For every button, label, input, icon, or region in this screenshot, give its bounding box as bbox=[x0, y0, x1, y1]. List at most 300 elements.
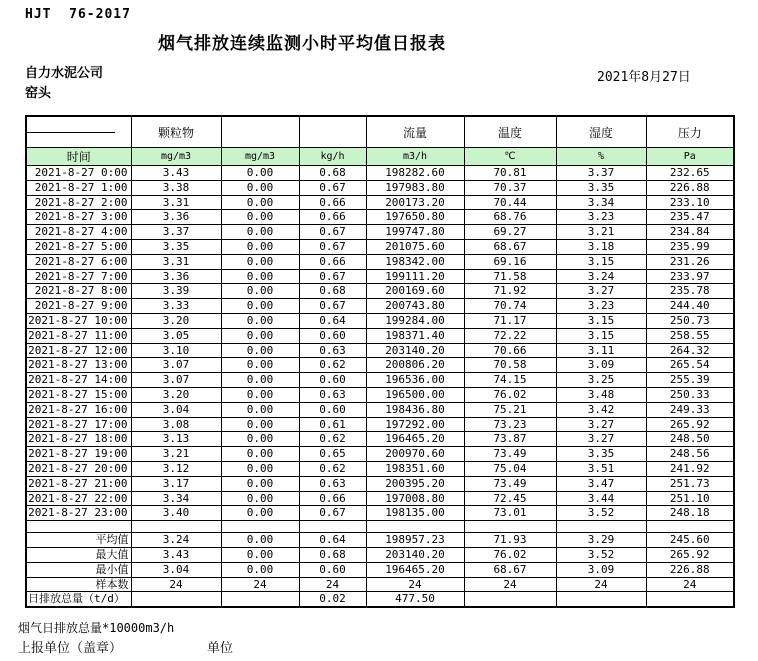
divider bbox=[26, 132, 115, 133]
time-group-header bbox=[26, 116, 131, 148]
summary-value bbox=[131, 592, 221, 607]
summary-value: 245.60 bbox=[646, 533, 734, 548]
value-cell: 203140.20 bbox=[366, 343, 464, 358]
value-cell: 226.88 bbox=[646, 180, 734, 195]
summary-value: 0.00 bbox=[221, 533, 299, 548]
value-cell: 74.15 bbox=[464, 373, 556, 388]
flow-header: 流量 bbox=[366, 116, 464, 148]
value-cell: 3.42 bbox=[556, 402, 646, 417]
value-cell: 69.27 bbox=[464, 225, 556, 240]
summary-value: 3.04 bbox=[131, 562, 221, 577]
time-cell: 2021-8-27 20:00 bbox=[26, 461, 131, 476]
empty-cell bbox=[131, 521, 221, 533]
time-cell: 2021-8-27 6:00 bbox=[26, 254, 131, 269]
value-cell: 250.73 bbox=[646, 313, 734, 328]
value-cell: 196465.20 bbox=[366, 432, 464, 447]
monitor-location: 窑头 bbox=[25, 86, 52, 101]
value-cell: 250.33 bbox=[646, 387, 734, 402]
summary-value: 196465.20 bbox=[366, 562, 464, 577]
summary-value bbox=[464, 592, 556, 607]
value-cell: 199111.20 bbox=[366, 269, 464, 284]
value-cell: 0.63 bbox=[299, 476, 366, 491]
value-cell: 3.18 bbox=[556, 239, 646, 254]
value-cell: 251.10 bbox=[646, 491, 734, 506]
table-row bbox=[26, 373, 734, 388]
value-cell: 0.00 bbox=[221, 328, 299, 343]
time-cell: 2021-8-27 23:00 bbox=[26, 506, 131, 521]
value-cell: 3.44 bbox=[556, 491, 646, 506]
table-row bbox=[26, 195, 734, 210]
value-cell: 3.15 bbox=[556, 328, 646, 343]
value-cell: 3.08 bbox=[131, 417, 221, 432]
value-cell: 68.76 bbox=[464, 210, 556, 225]
company-name: 自力水泥公司 bbox=[25, 66, 104, 81]
summary-value: 3.52 bbox=[556, 547, 646, 562]
value-cell: 233.97 bbox=[646, 269, 734, 284]
pressure-header: 压力 bbox=[646, 116, 734, 148]
value-cell: 197650.80 bbox=[366, 210, 464, 225]
value-cell: 3.09 bbox=[556, 358, 646, 373]
summary-value bbox=[556, 592, 646, 607]
value-cell: 3.12 bbox=[131, 461, 221, 476]
value-cell: 0.00 bbox=[221, 432, 299, 447]
summary-row bbox=[26, 577, 734, 592]
value-cell: 73.49 bbox=[464, 476, 556, 491]
value-cell: 200743.80 bbox=[366, 299, 464, 314]
value-cell: 198351.60 bbox=[366, 461, 464, 476]
time-cell: 2021-8-27 15:00 bbox=[26, 387, 131, 402]
value-cell: 3.07 bbox=[131, 358, 221, 373]
value-cell: 196536.00 bbox=[366, 373, 464, 388]
summary-row bbox=[26, 547, 734, 562]
time-cell: 2021-8-27 12:00 bbox=[26, 343, 131, 358]
value-cell: 3.21 bbox=[131, 447, 221, 462]
value-cell: 0.60 bbox=[299, 373, 366, 388]
table-row bbox=[26, 299, 734, 314]
value-cell: 3.38 bbox=[131, 180, 221, 195]
value-cell: 3.07 bbox=[131, 373, 221, 388]
value-cell: 3.31 bbox=[131, 254, 221, 269]
value-cell: 201075.60 bbox=[366, 239, 464, 254]
value-cell: 0.62 bbox=[299, 358, 366, 373]
table-row bbox=[26, 166, 734, 181]
value-cell: 73.49 bbox=[464, 447, 556, 462]
value-cell: 251.73 bbox=[646, 476, 734, 491]
empty-cell bbox=[299, 521, 366, 533]
value-cell: 0.00 bbox=[221, 299, 299, 314]
summary-label: 最小值 bbox=[26, 562, 131, 577]
value-cell: 3.33 bbox=[131, 299, 221, 314]
summary-value: 3.43 bbox=[131, 547, 221, 562]
empty-cell bbox=[646, 521, 734, 533]
value-cell: 70.66 bbox=[464, 343, 556, 358]
value-cell: 72.45 bbox=[464, 491, 556, 506]
summary-value: 24 bbox=[464, 577, 556, 592]
unit-header-row bbox=[26, 148, 734, 166]
value-cell: 3.20 bbox=[131, 313, 221, 328]
value-cell: 3.39 bbox=[131, 284, 221, 299]
value-cell: 3.15 bbox=[556, 313, 646, 328]
value-cell: 0.00 bbox=[221, 313, 299, 328]
value-cell: 71.17 bbox=[464, 313, 556, 328]
value-cell: 0.66 bbox=[299, 210, 366, 225]
value-cell: 0.66 bbox=[299, 491, 366, 506]
summary-value: 265.92 bbox=[646, 547, 734, 562]
unit-percent: % bbox=[556, 148, 646, 166]
table-row bbox=[26, 210, 734, 225]
value-cell: 70.74 bbox=[464, 299, 556, 314]
table-row bbox=[26, 447, 734, 462]
empty-cell bbox=[221, 521, 299, 533]
value-cell: 0.00 bbox=[221, 373, 299, 388]
time-cell: 2021-8-27 1:00 bbox=[26, 180, 131, 195]
time-cell: 2021-8-27 21:00 bbox=[26, 476, 131, 491]
summary-rows bbox=[26, 533, 734, 607]
value-cell: 3.47 bbox=[556, 476, 646, 491]
value-cell: 3.24 bbox=[556, 269, 646, 284]
report-date: 2021年8月27日 bbox=[597, 70, 691, 85]
value-cell: 0.62 bbox=[299, 432, 366, 447]
value-cell: 0.00 bbox=[221, 180, 299, 195]
report-table bbox=[25, 115, 735, 608]
unit-celsius: ℃ bbox=[464, 148, 556, 166]
value-cell: 3.36 bbox=[131, 210, 221, 225]
flow-total-note: 烟气日排放总量*10000m3/h bbox=[18, 621, 175, 635]
empty-cell bbox=[366, 521, 464, 533]
summary-label: 日排放总量（t/d） bbox=[26, 592, 131, 607]
value-cell: 3.04 bbox=[131, 402, 221, 417]
value-cell: 200169.60 bbox=[366, 284, 464, 299]
value-cell: 197008.80 bbox=[366, 491, 464, 506]
value-cell: 0.67 bbox=[299, 269, 366, 284]
value-cell: 3.27 bbox=[556, 432, 646, 447]
value-cell: 0.00 bbox=[221, 195, 299, 210]
value-cell: 200395.20 bbox=[366, 476, 464, 491]
empty-cell bbox=[464, 521, 556, 533]
value-cell: 244.40 bbox=[646, 299, 734, 314]
time-cell: 2021-8-27 8:00 bbox=[26, 284, 131, 299]
value-cell: 0.00 bbox=[221, 476, 299, 491]
value-cell: 76.02 bbox=[464, 387, 556, 402]
table-row bbox=[26, 476, 734, 491]
summary-value: 0.02 bbox=[299, 592, 366, 607]
value-cell: 198371.40 bbox=[366, 328, 464, 343]
value-cell: 3.17 bbox=[131, 476, 221, 491]
value-cell: 68.67 bbox=[464, 239, 556, 254]
value-cell: 3.37 bbox=[131, 225, 221, 240]
value-cell: 3.40 bbox=[131, 506, 221, 521]
summary-label: 最大值 bbox=[26, 547, 131, 562]
summary-value: 76.02 bbox=[464, 547, 556, 562]
value-cell: 72.22 bbox=[464, 328, 556, 343]
empty-cell bbox=[556, 521, 646, 533]
table-row bbox=[26, 343, 734, 358]
table-row bbox=[26, 269, 734, 284]
value-cell: 199747.80 bbox=[366, 225, 464, 240]
time-cell: 2021-8-27 22:00 bbox=[26, 491, 131, 506]
value-cell: 0.00 bbox=[221, 358, 299, 373]
value-cell: 248.50 bbox=[646, 432, 734, 447]
value-cell: 0.00 bbox=[221, 284, 299, 299]
value-cell: 0.00 bbox=[221, 491, 299, 506]
particulate-header: 颗粒物 bbox=[131, 116, 221, 148]
value-cell: 0.67 bbox=[299, 180, 366, 195]
summary-value: 0.60 bbox=[299, 562, 366, 577]
time-cell: 2021-8-27 7:00 bbox=[26, 269, 131, 284]
value-cell: 249.33 bbox=[646, 402, 734, 417]
summary-value: 24 bbox=[131, 577, 221, 592]
unit-mg-m3: mg/m3 bbox=[221, 148, 299, 166]
value-cell: 0.00 bbox=[221, 417, 299, 432]
summary-value: 0.00 bbox=[221, 562, 299, 577]
value-cell: 0.60 bbox=[299, 328, 366, 343]
temperature-header: 温度 bbox=[464, 116, 556, 148]
table-row bbox=[26, 432, 734, 447]
table-row bbox=[26, 328, 734, 343]
value-cell: 3.23 bbox=[556, 299, 646, 314]
time-cell: 2021-8-27 18:00 bbox=[26, 432, 131, 447]
value-cell: 0.00 bbox=[221, 461, 299, 476]
standard-code: HJT 76-2017 bbox=[25, 7, 131, 22]
value-cell: 73.87 bbox=[464, 432, 556, 447]
summary-value: 0.00 bbox=[221, 547, 299, 562]
value-cell: 3.23 bbox=[556, 210, 646, 225]
time-cell: 2021-8-27 9:00 bbox=[26, 299, 131, 314]
summary-value: 203140.20 bbox=[366, 547, 464, 562]
value-cell: 0.68 bbox=[299, 166, 366, 181]
value-cell: 0.67 bbox=[299, 299, 366, 314]
summary-row bbox=[26, 592, 734, 607]
value-cell: 75.04 bbox=[464, 461, 556, 476]
summary-value: 0.68 bbox=[299, 547, 366, 562]
value-cell: 3.34 bbox=[556, 195, 646, 210]
value-cell: 3.13 bbox=[131, 432, 221, 447]
value-cell: 198342.00 bbox=[366, 254, 464, 269]
value-cell: 197983.80 bbox=[366, 180, 464, 195]
summary-row bbox=[26, 562, 734, 577]
table-row bbox=[26, 225, 734, 240]
table-row bbox=[26, 284, 734, 299]
value-cell: 0.00 bbox=[221, 506, 299, 521]
summary-value: 226.88 bbox=[646, 562, 734, 577]
table-row bbox=[26, 402, 734, 417]
value-cell: 3.05 bbox=[131, 328, 221, 343]
time-cell: 2021-8-27 2:00 bbox=[26, 195, 131, 210]
summary-value: 71.93 bbox=[464, 533, 556, 548]
value-cell: 70.44 bbox=[464, 195, 556, 210]
time-header: 时间 bbox=[26, 148, 131, 166]
value-cell: 0.00 bbox=[221, 225, 299, 240]
unit-m3-h: m3/h bbox=[366, 148, 464, 166]
value-cell: 197292.00 bbox=[366, 417, 464, 432]
time-cell: 2021-8-27 0:00 bbox=[26, 166, 131, 181]
report-unit-label: 上报单位（盖章） bbox=[18, 641, 123, 656]
value-cell: 265.92 bbox=[646, 417, 734, 432]
summary-value: 198957.23 bbox=[366, 533, 464, 548]
value-cell: 3.21 bbox=[556, 225, 646, 240]
value-cell: 0.00 bbox=[221, 210, 299, 225]
value-cell: 70.37 bbox=[464, 180, 556, 195]
summary-value bbox=[221, 592, 299, 607]
time-cell: 2021-8-27 13:00 bbox=[26, 358, 131, 373]
value-cell: 3.20 bbox=[131, 387, 221, 402]
value-cell: 264.32 bbox=[646, 343, 734, 358]
time-cell: 2021-8-27 19:00 bbox=[26, 447, 131, 462]
value-cell: 0.00 bbox=[221, 254, 299, 269]
value-cell: 0.00 bbox=[221, 387, 299, 402]
value-cell: 73.23 bbox=[464, 417, 556, 432]
unit-mg-m3: mg/m3 bbox=[131, 148, 221, 166]
table-row bbox=[26, 313, 734, 328]
summary-value: 0.64 bbox=[299, 533, 366, 548]
value-cell: 0.67 bbox=[299, 506, 366, 521]
value-cell: 0.00 bbox=[221, 447, 299, 462]
summary-value: 3.29 bbox=[556, 533, 646, 548]
time-cell: 2021-8-27 10:00 bbox=[26, 313, 131, 328]
table-row bbox=[26, 254, 734, 269]
value-cell: 0.00 bbox=[221, 402, 299, 417]
value-cell: 70.58 bbox=[464, 358, 556, 373]
humidity-header: 湿度 bbox=[556, 116, 646, 148]
summary-value: 3.09 bbox=[556, 562, 646, 577]
summary-label: 样本数 bbox=[26, 577, 131, 592]
value-cell: 232.65 bbox=[646, 166, 734, 181]
value-cell: 3.35 bbox=[556, 447, 646, 462]
value-cell: 200173.20 bbox=[366, 195, 464, 210]
table-row bbox=[26, 417, 734, 432]
value-cell: 255.39 bbox=[646, 373, 734, 388]
table-row bbox=[26, 387, 734, 402]
value-cell: 70.81 bbox=[464, 166, 556, 181]
group-header-row bbox=[26, 116, 734, 148]
value-cell: 0.66 bbox=[299, 195, 366, 210]
value-cell: 198135.00 bbox=[366, 506, 464, 521]
value-cell: 0.61 bbox=[299, 417, 366, 432]
value-cell: 3.15 bbox=[556, 254, 646, 269]
value-cell: 71.92 bbox=[464, 284, 556, 299]
value-cell: 0.60 bbox=[299, 402, 366, 417]
value-cell: 0.63 bbox=[299, 387, 366, 402]
value-cell: 3.31 bbox=[131, 195, 221, 210]
summary-row bbox=[26, 533, 734, 548]
time-cell: 2021-8-27 4:00 bbox=[26, 225, 131, 240]
value-cell: 0.00 bbox=[221, 269, 299, 284]
value-cell: 235.99 bbox=[646, 239, 734, 254]
value-cell: 0.00 bbox=[221, 166, 299, 181]
time-cell: 2021-8-27 3:00 bbox=[26, 210, 131, 225]
value-cell: 199284.00 bbox=[366, 313, 464, 328]
value-cell: 3.11 bbox=[556, 343, 646, 358]
page-title: 烟气排放连续监测小时平均值日报表 bbox=[158, 34, 446, 54]
value-cell: 3.27 bbox=[556, 417, 646, 432]
value-cell: 196500.00 bbox=[366, 387, 464, 402]
value-cell: 3.35 bbox=[556, 180, 646, 195]
value-cell: 200806.20 bbox=[366, 358, 464, 373]
value-cell: 0.67 bbox=[299, 239, 366, 254]
value-cell: 0.64 bbox=[299, 313, 366, 328]
value-cell: 231.26 bbox=[646, 254, 734, 269]
empty-header bbox=[299, 116, 366, 148]
summary-value: 24 bbox=[556, 577, 646, 592]
value-cell: 248.18 bbox=[646, 506, 734, 521]
value-cell: 235.47 bbox=[646, 210, 734, 225]
value-cell: 198282.60 bbox=[366, 166, 464, 181]
time-cell: 2021-8-27 16:00 bbox=[26, 402, 131, 417]
value-cell: 3.52 bbox=[556, 506, 646, 521]
table-row bbox=[26, 506, 734, 521]
unit-label: 单位 bbox=[207, 641, 234, 656]
value-cell: 0.63 bbox=[299, 343, 366, 358]
summary-value: 24 bbox=[646, 577, 734, 592]
value-cell: 3.10 bbox=[131, 343, 221, 358]
value-cell: 75.21 bbox=[464, 402, 556, 417]
value-cell: 265.54 bbox=[646, 358, 734, 373]
value-cell: 200970.60 bbox=[366, 447, 464, 462]
summary-value: 68.67 bbox=[464, 562, 556, 577]
value-cell: 0.00 bbox=[221, 239, 299, 254]
value-cell: 3.27 bbox=[556, 284, 646, 299]
time-cell: 2021-8-27 17:00 bbox=[26, 417, 131, 432]
empty-cell bbox=[26, 521, 131, 533]
summary-value bbox=[646, 592, 734, 607]
table-row bbox=[26, 180, 734, 195]
summary-value: 477.50 bbox=[366, 592, 464, 607]
value-cell: 3.51 bbox=[556, 461, 646, 476]
table-row bbox=[26, 491, 734, 506]
unit-kg-h: kg/h bbox=[299, 148, 366, 166]
value-cell: 71.58 bbox=[464, 269, 556, 284]
table-row bbox=[26, 461, 734, 476]
table-row bbox=[26, 358, 734, 373]
summary-value: 24 bbox=[299, 577, 366, 592]
value-cell: 0.67 bbox=[299, 225, 366, 240]
value-cell: 69.16 bbox=[464, 254, 556, 269]
summary-label: 平均值 bbox=[26, 533, 131, 548]
summary-value: 24 bbox=[221, 577, 299, 592]
time-cell: 2021-8-27 11:00 bbox=[26, 328, 131, 343]
value-cell: 248.56 bbox=[646, 447, 734, 462]
summary-value: 3.24 bbox=[131, 533, 221, 548]
empty-header bbox=[221, 116, 299, 148]
value-cell: 3.35 bbox=[131, 239, 221, 254]
value-cell: 234.84 bbox=[646, 225, 734, 240]
value-cell: 198436.80 bbox=[366, 402, 464, 417]
value-cell: 73.01 bbox=[464, 506, 556, 521]
value-cell: 258.55 bbox=[646, 328, 734, 343]
value-cell: 0.65 bbox=[299, 447, 366, 462]
value-cell: 241.92 bbox=[646, 461, 734, 476]
value-cell: 3.34 bbox=[131, 491, 221, 506]
data-rows bbox=[26, 166, 734, 521]
time-cell: 2021-8-27 5:00 bbox=[26, 239, 131, 254]
unit-pa: Pa bbox=[646, 148, 734, 166]
value-cell: 0.66 bbox=[299, 254, 366, 269]
value-cell: 0.68 bbox=[299, 284, 366, 299]
empty-row bbox=[26, 521, 734, 533]
value-cell: 0.62 bbox=[299, 461, 366, 476]
value-cell: 3.48 bbox=[556, 387, 646, 402]
value-cell: 3.43 bbox=[131, 166, 221, 181]
summary-value: 24 bbox=[366, 577, 464, 592]
value-cell: 3.37 bbox=[556, 166, 646, 181]
table-row bbox=[26, 239, 734, 254]
value-cell: 235.78 bbox=[646, 284, 734, 299]
value-cell: 3.25 bbox=[556, 373, 646, 388]
value-cell: 233.10 bbox=[646, 195, 734, 210]
value-cell: 0.00 bbox=[221, 343, 299, 358]
value-cell: 3.36 bbox=[131, 269, 221, 284]
time-cell: 2021-8-27 14:00 bbox=[26, 373, 131, 388]
